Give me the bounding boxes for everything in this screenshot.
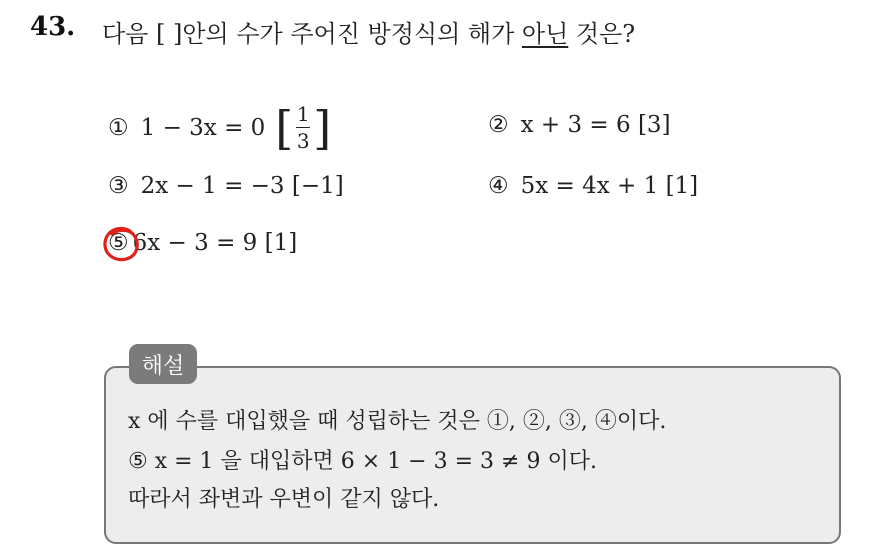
choice-1-equation: 1 − 3x = 0: [140, 114, 266, 141]
question-number: 43.: [30, 12, 76, 42]
question-text: [102, 14, 635, 49]
question-text-after: 것은?: [568, 20, 636, 48]
choice-5-mark: ⑤: [108, 230, 129, 256]
explanation-line-3: 따라서 좌변과 우변이 같지 않다.: [128, 487, 440, 512]
choice-1[interactable]: [108, 100, 332, 155]
question-text-before: 다음 [ ]안의 수가 주어진 방정식의 해가: [102, 20, 522, 48]
choice-3-equation: 2x − 1 = −3 [−1]: [140, 173, 344, 199]
explanation-badge: 해설: [129, 344, 197, 384]
choice-4[interactable]: [488, 173, 698, 199]
fraction-numerator: 1: [296, 102, 310, 126]
choice-3-mark: ③: [108, 173, 129, 199]
choice-2-mark: ②: [488, 112, 509, 138]
fraction-denominator: 3: [296, 129, 310, 153]
choice-2-equation: x + 3 = 6 [3]: [520, 112, 671, 138]
explanation-line-2: ⑤ x = 1 을 대입하면 6 × 1 − 3 = 3 ≠ 9 이다.: [128, 449, 597, 474]
question-text-underlined: 아닌: [521, 20, 569, 48]
choice-5-equation: 6x − 3 = 9 [1]: [132, 230, 298, 256]
choice-3[interactable]: [108, 173, 344, 199]
choice-4-equation: 5x = 4x + 1 [1]: [520, 173, 699, 199]
explanation-line-1: x 에 수를 대입했을 때 성립하는 것은 ①, ②, ③, ④이다.: [128, 409, 667, 434]
choice-4-mark: ④: [488, 173, 509, 199]
choice-2[interactable]: [488, 112, 671, 138]
answer-circle-mark: [100, 222, 144, 266]
choice-1-mark: ①: [108, 114, 129, 141]
choice-1-bracket-fraction: [ 1 3 ]: [275, 100, 332, 155]
